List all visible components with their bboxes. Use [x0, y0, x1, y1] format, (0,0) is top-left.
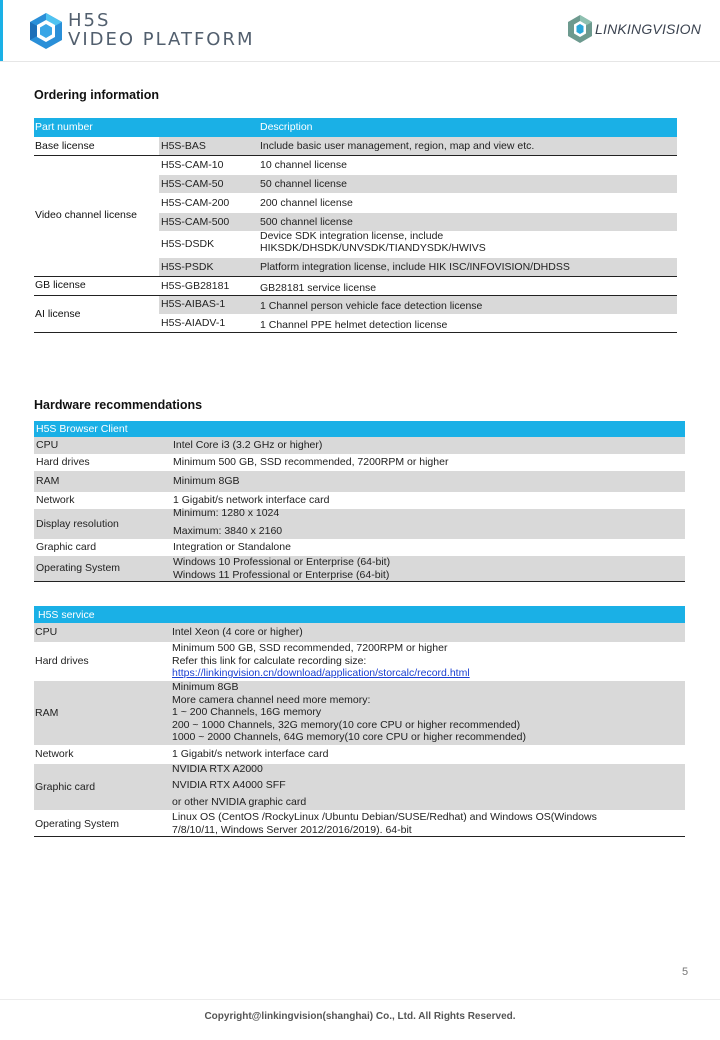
table-rule: [34, 332, 677, 333]
part-code: H5S-CAM-10: [161, 159, 224, 171]
spec-key: Graphic card: [35, 781, 96, 793]
table-rule: [34, 581, 685, 582]
ordering-title: Ordering information: [34, 88, 159, 102]
part-code: H5S-CAM-200: [161, 197, 230, 209]
spec-row: [34, 471, 685, 492]
part-description: 1 Channel PPE helmet detection license: [260, 319, 448, 331]
part-code: H5S-AIADV-1: [161, 317, 226, 329]
header-divider: [0, 61, 720, 62]
spec-key: RAM: [36, 475, 60, 487]
spec-row: [34, 509, 685, 539]
brand-title: [68, 11, 255, 49]
header-part-number: Part number: [35, 121, 93, 133]
spec-row: [34, 681, 685, 745]
browser-client-heading-row: [34, 421, 685, 437]
table-rule: [34, 295, 677, 296]
part-description: 500 channel license: [260, 216, 353, 228]
spec-row: [34, 745, 685, 764]
part-code: H5S-GB28181: [161, 280, 230, 292]
spec-key: Display resolution: [36, 518, 119, 530]
spec-value: 1 Gigabit/s network interface card: [173, 494, 330, 506]
part-description: 1 Channel person vehicle face detection license: [260, 300, 483, 312]
spec-key: CPU: [36, 439, 59, 451]
part-description: 50 channel license: [260, 178, 347, 190]
spec-row: [34, 492, 685, 509]
spec-value: NVIDIA RTX A2000 NVIDIA RTX A4000 SFF or other NVIDIA graphic card: [172, 763, 307, 808]
spec-value: Linux OS (CentOS /RockyLinux /Ubuntu Debian/SUSE/Redhat) and Windows OS(Windows 7/8/10/11, Windows Server 2012/2016/2019). 64-bit: [172, 811, 597, 836]
spec-row: [34, 810, 685, 836]
h5s-service-table: [34, 606, 685, 838]
spec-row: [34, 437, 685, 454]
part-code: H5S-DSDK: [161, 238, 215, 250]
page-number: 5: [682, 966, 689, 978]
spec-value: Minimum 8GB: [173, 475, 240, 487]
spec-key: Network: [36, 494, 75, 506]
footer-copyright: Copyright@linkingvision(shanghai) Co., Ltd. All Rights Reserved.: [204, 1011, 516, 1022]
spec-row: [34, 539, 685, 556]
spec-key: Operating System: [36, 562, 121, 574]
brand-line-2: VIDEO PLATFORM: [68, 29, 255, 50]
spec-value: Intel Xeon (4 core or higher): [172, 626, 303, 638]
h5s-service-heading-row: [34, 606, 685, 623]
h5s-logo-icon: [28, 12, 64, 50]
part-description: Platform integration license, include HIK ISC/INFOVISION/DHDSS: [260, 261, 570, 273]
spec-key: Network: [35, 748, 74, 760]
hardware-title: Hardware recommendations: [34, 398, 203, 412]
spec-key: RAM: [35, 707, 59, 719]
header-accent-bar: [0, 0, 3, 62]
spec-key: Operating System: [35, 818, 120, 830]
part-code: H5S-CAM-50: [161, 178, 224, 190]
part-description: GB28181 service license: [260, 282, 377, 294]
spec-value: [172, 642, 470, 680]
group-gb-license: GB license: [35, 279, 86, 291]
part-code: H5S-BAS: [161, 140, 206, 152]
row-shade: [159, 213, 677, 231]
spec-value: Intel Core i3 (3.2 GHz or higher): [173, 439, 323, 451]
partner-logo-text: LINKINGVISION: [595, 21, 702, 37]
spec-key: Hard drives: [35, 655, 89, 667]
part-description: 10 channel license: [260, 159, 347, 171]
group-ai-license: AI license: [35, 308, 81, 320]
spec-value: Minimum 500 GB, SSD recommended, 7200RPM or higher: [173, 456, 449, 468]
part-description: Device SDK integration license, include HIKSDK/DHSDK/UNVSDK/TIANDYSDK/HWIVS: [260, 230, 486, 254]
header-description: Description: [260, 121, 313, 133]
spec-key: Hard drives: [36, 456, 90, 468]
spec-key: Graphic card: [36, 541, 97, 553]
spec-value-text: Minimum 500 GB, SSD recommended, 7200RPM or higher Refer this link for calculate recording size:: [172, 642, 448, 667]
spec-value: 1 Gigabit/s network interface card: [172, 748, 329, 760]
browser-client-table: [34, 421, 685, 582]
h5s-service-heading: H5S service: [38, 609, 95, 621]
spec-value: Integration or Standalone: [173, 541, 291, 553]
footer-divider: [0, 999, 720, 1000]
spec-row: [34, 556, 685, 581]
group-video-channel-license: Video channel license: [35, 209, 137, 221]
spec-row: [34, 642, 685, 681]
browser-client-heading: H5S Browser Client: [36, 423, 128, 435]
record-calculator-link[interactable]: https://linkingvision.cn/download/application/storcalc/record.html: [172, 667, 470, 679]
group-base-license: Base license: [35, 140, 95, 152]
table-rule: [34, 155, 677, 156]
brand-line-1: H5S: [68, 10, 111, 31]
spec-row: [34, 454, 685, 471]
spec-value: Minimum 8GB More camera channel need more memory: 1 ~ 200 Channels, 16G memory 200 ~ 1000 Channels, 32G memory(10 core CPU or higher recommended) 1000 ~ 2000 Channels, 64G memory(10 core CPU or higher recommended): [172, 681, 526, 743]
part-code: H5S-AIBAS-1: [161, 298, 226, 310]
table-rule: [34, 276, 677, 277]
table-rule: [34, 836, 685, 837]
part-code: H5S-PSDK: [161, 261, 214, 273]
spec-key: CPU: [35, 626, 58, 638]
part-description: Include basic user management, region, map and view etc.: [260, 140, 535, 152]
spec-row: [34, 623, 685, 642]
row-shade: [159, 175, 677, 193]
spec-value: Windows 10 Professional or Enterprise (64-bit) Windows 11 Professional or Enterprise (64-bit): [173, 556, 391, 581]
spec-value: Minimum: 1280 x 1024 Maximum: 3840 x 2160: [173, 507, 283, 537]
part-description: 200 channel license: [260, 197, 353, 209]
spec-row: [34, 764, 685, 810]
ordering-header-row: [34, 118, 677, 137]
part-code: H5S-CAM-500: [161, 216, 230, 228]
linkingvision-logo-icon: [567, 14, 593, 44]
